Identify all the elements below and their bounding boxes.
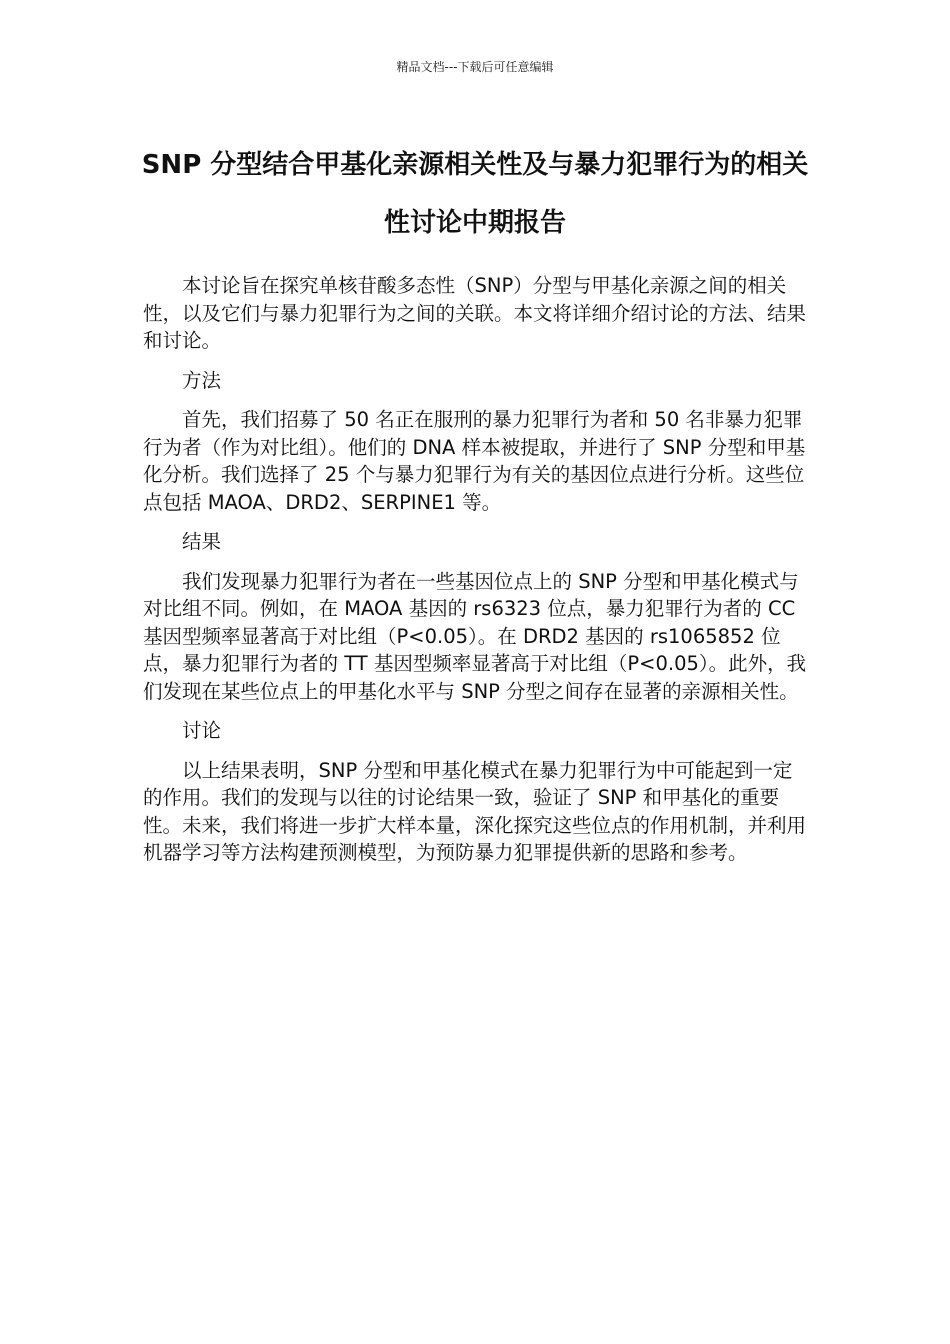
header-note: 精品文档---下载后可任意编辑 [396, 60, 554, 74]
document-title: SNP 分型结合甲基化亲源相关性及与暴力犯罪行为的相关性讨论中期报告 [141, 150, 809, 238]
section-body-discussion: 以上结果表明，SNP 分型和甲基化模式在暴力犯罪行为中可能起到一定的作用。我们的发现与以往的讨论结果一致，验证了 SNP 和甲基化的重要性。未来，我们将进一步扩大样本量，深化探究这些位点的作用机制，并利用机器学习等方法构建预测模型，为预防暴力犯罪提供新的思路和参考。 [143, 758, 807, 864]
document-body [143, 272, 811, 879]
section-heading-discussion: 讨论 [182, 719, 222, 742]
intro-paragraph: 本讨论旨在探究单核苷酸多态性（SNP）分型与甲基化亲源之间的相关性，以及它们与暴力犯罪行为之间的关联。本文将详细介绍讨论的方法、结果和讨论。 [143, 274, 807, 352]
section-body-results: 我们发现暴力犯罪行为者在一些基因位点上的 SNP 分型和甲基化模式与对比组不同。例如，在 MAOA 基因的 rs6323 位点，暴力犯罪行为者的 CC 基因型频率显著高于对比组（P<0.05）。在 DRD2 基因的 rs1065852 位点，暴力犯罪行为者的 TT 基因型频率显著高于对比组（P<0.05）。此外，我们发现在某些位点上的甲基化水平与 SNP 分型之间存在显著的亲源相关性。 [143, 569, 807, 703]
section-body-methods: 首先，我们招募了 50 名正在服刑的暴力犯罪行为者和 50 名非暴力犯罪行为者（作为对比组）。他们的 DNA 样本被提取，并进行了 SNP 分型和甲基化分析。我们选择了 25 个与暴力犯罪行为有关的基因位点进行分析。这些位点包括 MAOA、DRD2、SERPINE1 等。 [143, 408, 806, 514]
section-heading-methods: 方法 [182, 368, 222, 392]
section-heading-results: 结果 [182, 530, 222, 553]
